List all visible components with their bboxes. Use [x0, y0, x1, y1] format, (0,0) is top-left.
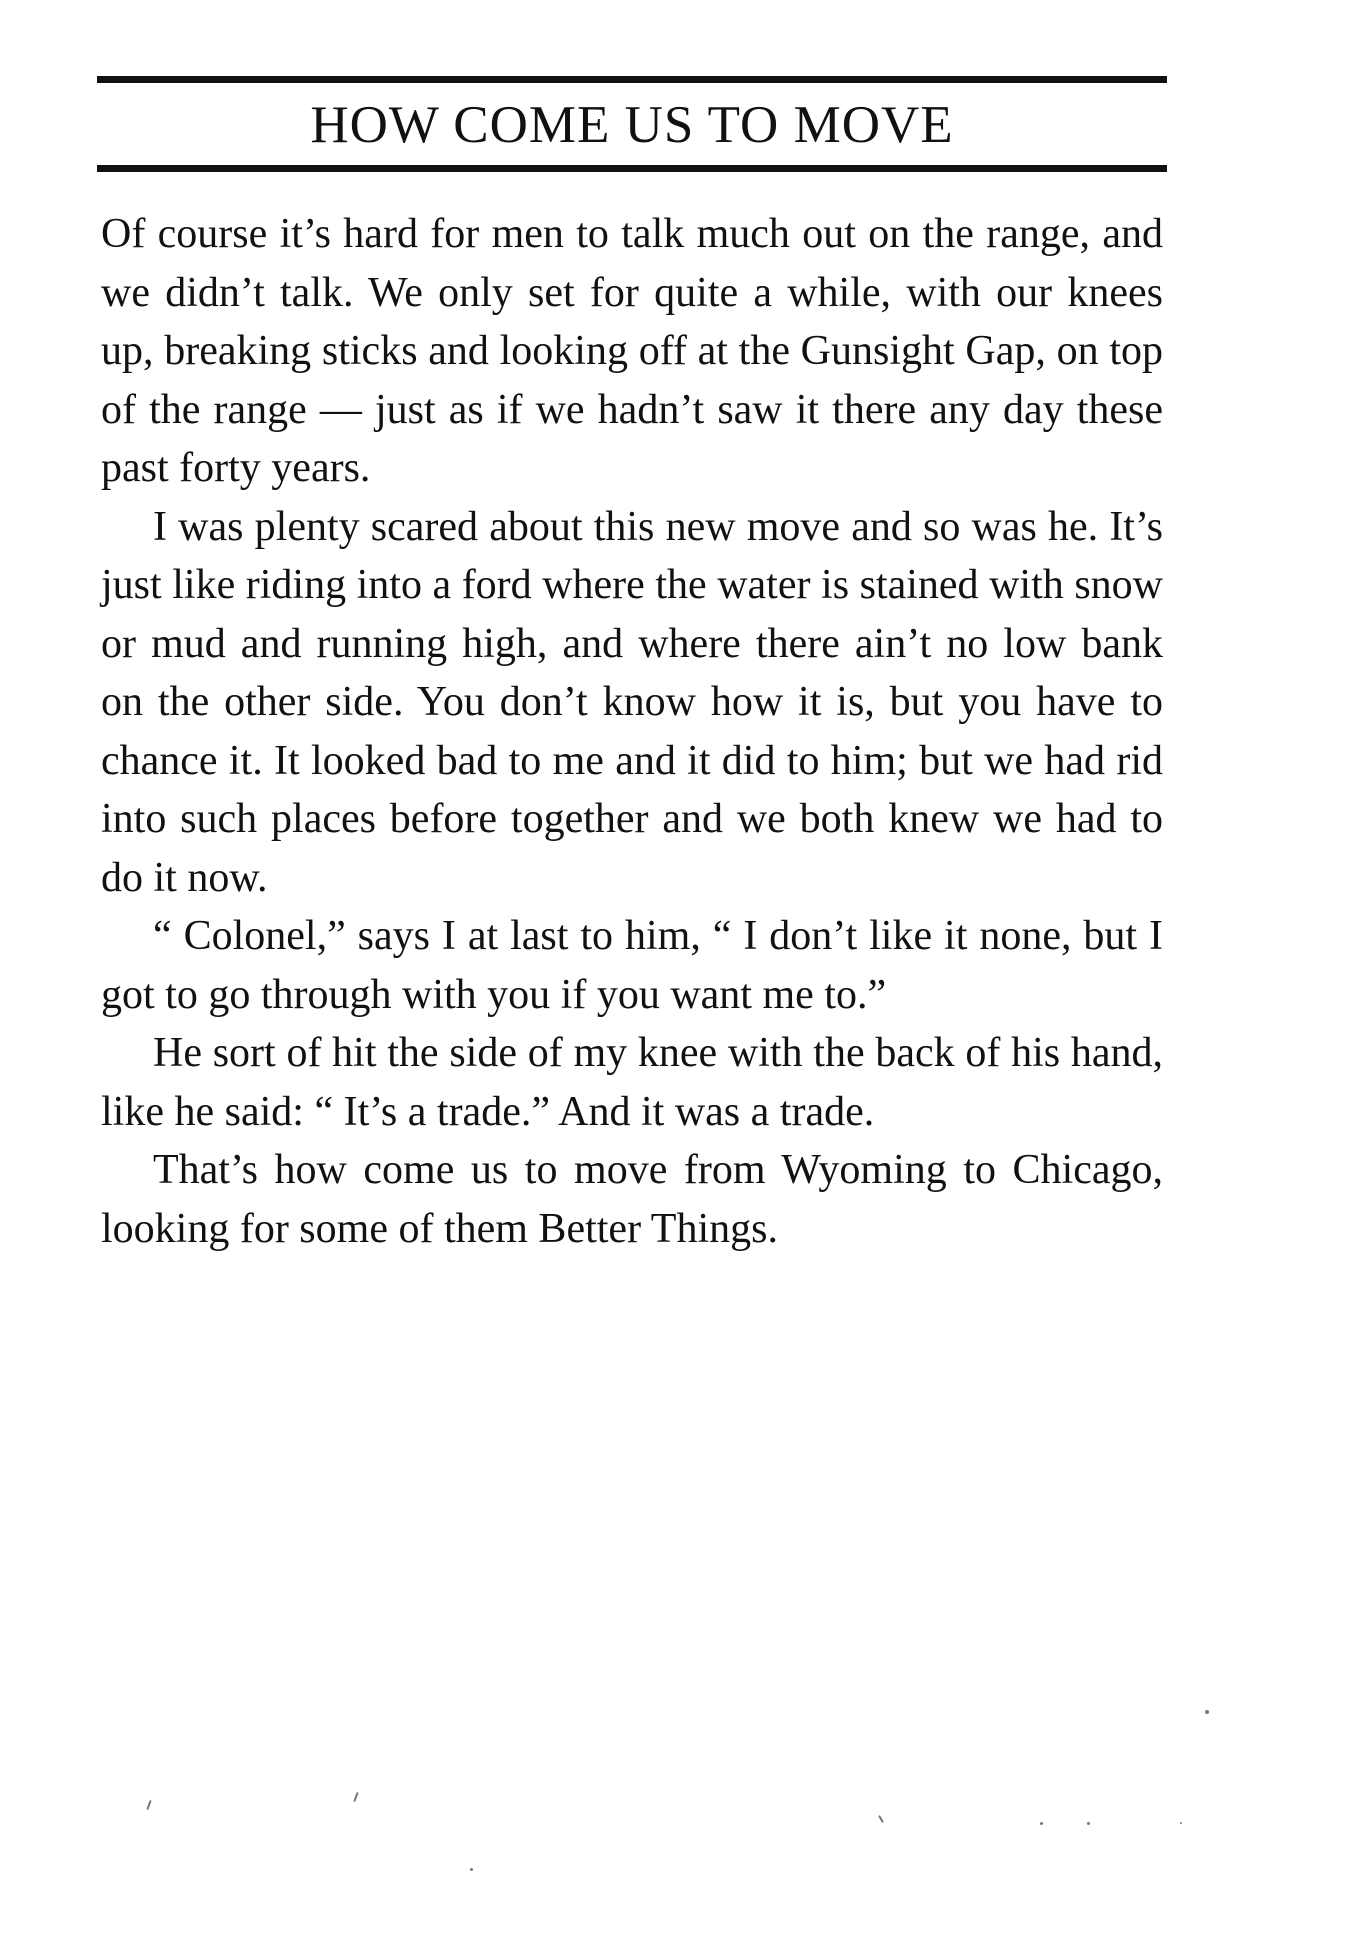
scan-speck: [1205, 1710, 1209, 1714]
scan-speck: [1087, 1822, 1090, 1825]
paragraph: “ Colonel,” says I at last to him, “ I don’t like it none, but I got to go through with you if you want me to.”: [101, 913, 1163, 1018]
body-text: [101, 205, 1163, 1258]
paragraph: He sort of hit the side of my knee with the back of his hand, like he said: “ It’s a trade.” And it was a trade.: [101, 1030, 1163, 1135]
paragraph: Of course it’s hard for men to talk much out on the range, and we didn’t talk. We only set for quite a while, with our knees up, breaking sticks and looking off at the Gunsight Gap, on top of the range — just as if we hadn’t saw it there any day these past forty years.: [101, 211, 1163, 491]
scan-speck: [146, 1800, 151, 1810]
scan-speck: [878, 1815, 884, 1823]
scan-speck: [470, 1868, 473, 1871]
paragraph: That’s how come us to move from Wyoming to Chicago, looking for some of them Better Things.: [101, 1147, 1163, 1252]
header-top-rule: [97, 76, 1167, 83]
paragraph: I was plenty scared about this new move and so was he. It’s just like riding into a ford where the water is stained with snow or mud and running high, and where there ain’t no low bank on the other side. You don’t know how it is, but you have to chance it. It looked bad to me and it did to him; but we had rid into such places before together and we both knew we had to do it now.: [101, 503, 1163, 901]
scan-speck: [1040, 1822, 1043, 1825]
scan-speck: [353, 1792, 358, 1802]
running-header: HOW COME US TO MOVE: [310, 96, 954, 154]
header-bottom-rule: [97, 165, 1167, 172]
scan-speck: [1180, 1822, 1182, 1824]
